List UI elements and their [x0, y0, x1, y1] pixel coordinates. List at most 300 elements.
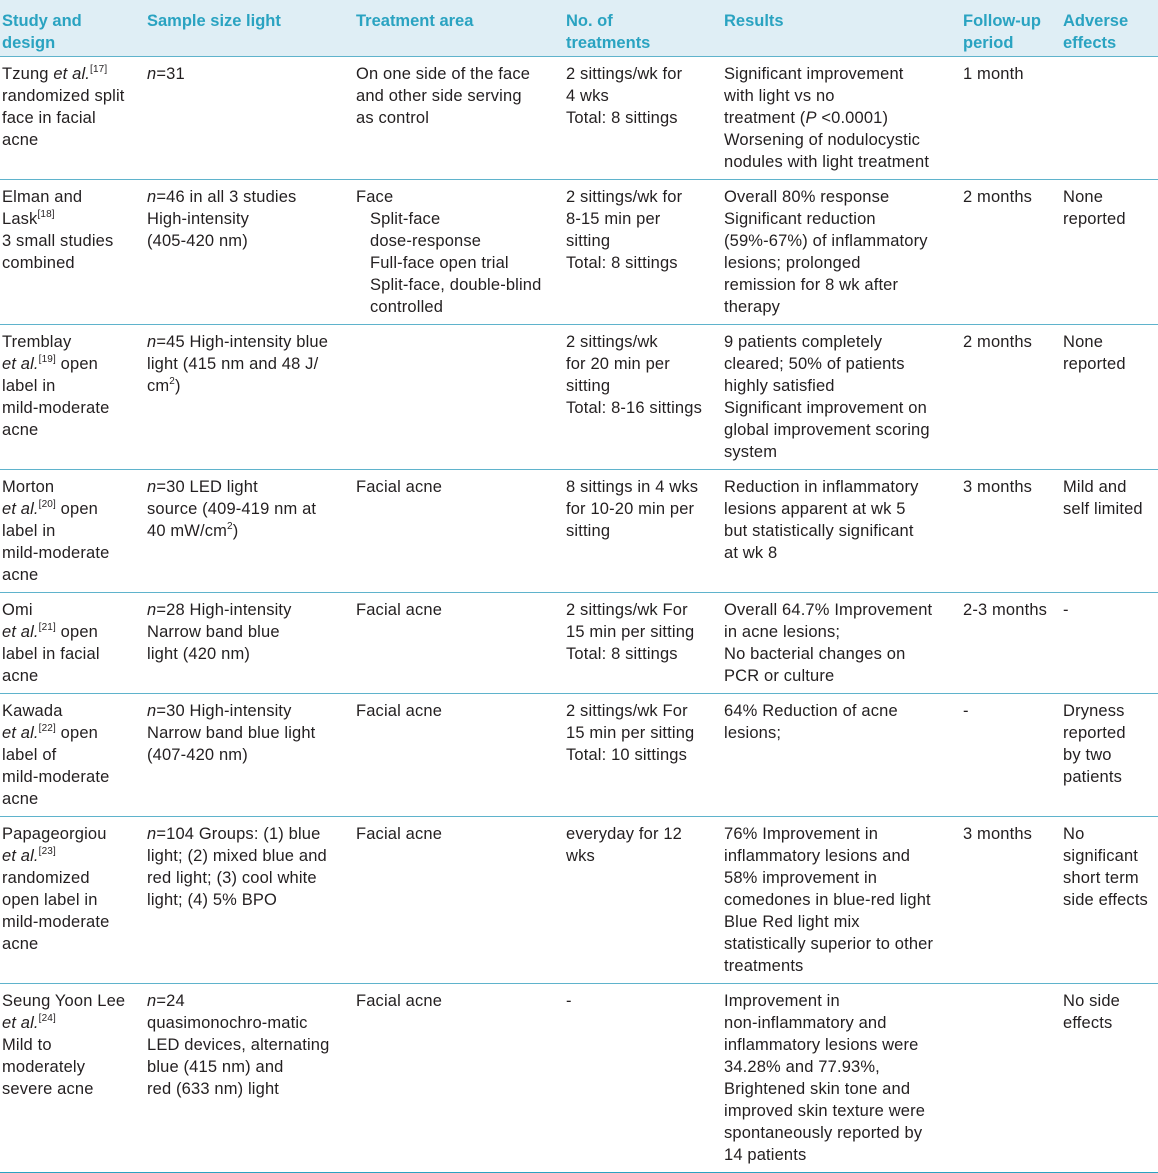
cell-text: Facial acne	[356, 992, 443, 1010]
cell-text: light; (4) 5% BPO	[147, 891, 278, 909]
cell-results	[722, 984, 961, 1173]
cell-text: Tremblay	[2, 333, 72, 351]
cell-text: Significant improvement on	[724, 399, 927, 417]
cell-text: and other side serving	[356, 87, 522, 105]
cell-line	[356, 208, 562, 230]
cell-line	[147, 643, 352, 665]
cell-text: Split-face	[370, 210, 441, 228]
cell-text: 3 small studies	[2, 232, 114, 250]
cell-line	[147, 823, 352, 845]
cell-text: combined	[2, 254, 75, 272]
cell-text: quasimonochro-matic	[147, 1014, 308, 1032]
cell-text: PCR or culture	[724, 667, 835, 685]
table-row	[0, 470, 1158, 593]
cell-line	[356, 274, 562, 296]
cell-sample	[145, 325, 354, 470]
cell-line	[2, 933, 143, 955]
cell-line	[566, 63, 720, 85]
cell-text: Full-face open trial	[370, 254, 509, 272]
cell-line	[2, 990, 143, 1012]
cell-line	[724, 331, 959, 353]
cell-line	[2, 476, 143, 498]
cell-text: Mild to	[2, 1036, 52, 1054]
cell-line	[724, 722, 959, 744]
cell-line	[356, 823, 562, 845]
cell-text: highly satisfied	[724, 377, 835, 395]
cell-sample	[145, 817, 354, 984]
cell-line	[724, 63, 959, 85]
cell-line	[1063, 700, 1156, 722]
superscript: [19]	[38, 353, 56, 365]
cell-text: Split-face, double-blind	[370, 276, 542, 294]
cell-text: -	[1063, 601, 1069, 619]
cell-line	[2, 252, 143, 274]
superscript: [18]	[37, 208, 55, 220]
cell-line	[724, 599, 959, 621]
cell-line	[724, 274, 959, 296]
cell-text: for 10-20 min per	[566, 500, 695, 518]
cell-text: light (415 nm and 48 J/	[147, 355, 319, 373]
cell-text: 3 months	[963, 478, 1033, 496]
cell-line	[147, 498, 352, 520]
cell-line	[724, 621, 959, 643]
cell-line	[724, 1056, 959, 1078]
table-row	[0, 593, 1158, 694]
cell-line	[1063, 186, 1156, 208]
table-row	[0, 180, 1158, 325]
cell-followup	[961, 694, 1061, 817]
cell-line	[724, 230, 959, 252]
cell-text: Elman and	[2, 188, 83, 206]
cell-text: significant	[1063, 847, 1139, 865]
cell-text: at wk 8	[724, 544, 778, 562]
cell-adverse	[1061, 325, 1158, 470]
cell-text: Total: 8 sittings	[566, 254, 678, 272]
cell-line	[147, 867, 352, 889]
cell-line	[566, 186, 720, 208]
cell-line	[147, 230, 352, 252]
cell-line	[1063, 744, 1156, 766]
cell-text: acne	[2, 790, 39, 808]
cell-line	[356, 700, 562, 722]
cell-line	[147, 599, 352, 621]
cell-text: 2 sittings/wk For	[566, 702, 688, 720]
cell-study	[0, 984, 145, 1173]
cell-text: reported	[1063, 724, 1126, 742]
cell-line	[566, 823, 720, 845]
cell-line	[147, 1078, 352, 1100]
cell-line	[2, 331, 143, 353]
cell-line	[147, 845, 352, 867]
column-header-sample	[145, 0, 354, 57]
cell-sample	[145, 593, 354, 694]
cell-line	[2, 419, 143, 441]
cell-followup	[961, 817, 1061, 984]
cell-text: non-inflammatory and	[724, 1014, 887, 1032]
cell-text: for 20 min per	[566, 355, 670, 373]
cell-followup	[961, 593, 1061, 694]
table-header	[0, 0, 1158, 57]
cell-text: effects	[1063, 1014, 1113, 1032]
header-text: Results	[724, 12, 784, 30]
column-header-study	[0, 0, 145, 57]
superscript: [22]	[38, 722, 56, 734]
cell-adverse	[1061, 694, 1158, 817]
cell-study	[0, 694, 145, 817]
cell-text: (405-420 nm)	[147, 232, 248, 250]
table-row	[0, 694, 1158, 817]
cell-line	[724, 353, 959, 375]
cell-text: randomized split	[2, 87, 125, 105]
cell-text: inflammatory lesions and	[724, 847, 911, 865]
cell-text: side effects	[1063, 891, 1148, 909]
cell-line	[2, 353, 143, 375]
cell-line	[724, 1012, 959, 1034]
cell-line	[724, 208, 959, 230]
cell-line	[963, 823, 1059, 845]
cell-study	[0, 57, 145, 180]
cell-area	[354, 180, 564, 325]
cell-text: 15 min per sitting	[566, 623, 695, 641]
cell-text: lesions apparent at wk 5	[724, 500, 906, 518]
cell-study	[0, 817, 145, 984]
cell-line	[2, 744, 143, 766]
cell-text: 2 sittings/wk	[566, 333, 658, 351]
cell-line	[963, 599, 1059, 621]
cell-line	[724, 441, 959, 463]
cell-line	[566, 520, 720, 542]
cell-text: randomized	[2, 869, 90, 887]
cell-text: Tzung	[2, 65, 54, 83]
cell-text: 76% Improvement in	[724, 825, 879, 843]
cell-results	[722, 57, 961, 180]
cell-line	[1063, 1012, 1156, 1034]
cell-text: Facial acne	[356, 825, 443, 843]
italic-text: et al.	[2, 1014, 39, 1032]
cell-text: spontaneously reported by	[724, 1124, 923, 1142]
cell-text: sitting	[566, 377, 611, 395]
cell-line	[2, 85, 143, 107]
cell-line	[724, 476, 959, 498]
cell-line	[2, 766, 143, 788]
cell-text: mild-moderate	[2, 544, 110, 562]
cell-line	[566, 700, 720, 722]
cell-line	[2, 700, 143, 722]
cell-line	[724, 397, 959, 419]
cell-line	[566, 599, 720, 621]
cell-text: =45 High-intensity blue	[156, 333, 329, 351]
cell-line	[566, 208, 720, 230]
cell-text: -	[963, 702, 969, 720]
cell-line	[147, 331, 352, 353]
header-text: No. of	[566, 12, 613, 30]
cell-text: Reduction in inflammatory	[724, 478, 919, 496]
cell-line	[724, 107, 959, 129]
cell-text: improved skin texture were	[724, 1102, 926, 1120]
cell-results	[722, 694, 961, 817]
cell-text: (407-420 nm)	[147, 746, 248, 764]
italic-text: et al.	[53, 65, 91, 83]
cell-adverse	[1061, 470, 1158, 593]
cell-text: as control	[356, 109, 430, 127]
cell-line	[566, 476, 720, 498]
italic-text: et al.	[2, 847, 39, 865]
cell-line	[724, 542, 959, 564]
cell-text: remission for 8 wk after	[724, 276, 899, 294]
cell-text: Total: 8-16 sittings	[566, 399, 702, 417]
cell-text: =46 in all 3 studies	[156, 188, 297, 206]
cell-line	[724, 867, 959, 889]
cell-adverse	[1061, 180, 1158, 325]
cell-text: short term	[1063, 869, 1139, 887]
cell-text: label in facial	[2, 645, 100, 663]
cell-treatments	[564, 984, 722, 1173]
cell-text: acne	[2, 131, 39, 149]
cell-text: 9 patients completely	[724, 333, 883, 351]
cell-line	[356, 252, 562, 274]
cell-line	[147, 1056, 352, 1078]
header-text: effects	[1063, 34, 1117, 52]
cell-text: mild-moderate	[2, 768, 110, 786]
cell-text: 4 wks	[566, 87, 609, 105]
cell-text: Blue Red light mix	[724, 913, 860, 931]
cell-line	[1063, 845, 1156, 867]
cell-text: 15 min per sitting	[566, 724, 695, 742]
cell-treatments	[564, 57, 722, 180]
column-header-treatments	[564, 0, 722, 57]
cell-text: Total: 8 sittings	[566, 109, 678, 127]
cell-text: Facial acne	[356, 601, 443, 619]
cell-line	[356, 476, 562, 498]
cell-line	[566, 498, 720, 520]
cell-line	[1063, 208, 1156, 230]
cell-line	[2, 397, 143, 419]
cell-line	[566, 643, 720, 665]
table-row	[0, 984, 1158, 1173]
italic-text: n	[147, 478, 157, 496]
cell-text: therapy	[724, 298, 781, 316]
cell-text: severe acne	[2, 1080, 94, 1098]
cell-line	[147, 353, 352, 375]
cell-text: =104 Groups: (1) blue	[156, 825, 321, 843]
cell-line	[566, 990, 720, 1012]
cell-text: (59%-67%) of inflammatory	[724, 232, 928, 250]
cell-text: Omi	[2, 601, 33, 619]
cell-line	[963, 331, 1059, 353]
cell-text: label of	[2, 746, 57, 764]
cell-text: No side	[1063, 992, 1120, 1010]
cell-area	[354, 593, 564, 694]
header-row	[0, 0, 1158, 57]
cell-text: Worsening of nodulocystic	[724, 131, 921, 149]
cell-line	[566, 331, 720, 353]
cell-text: 3 months	[963, 825, 1033, 843]
italic-text: P	[805, 109, 817, 127]
cell-followup	[961, 984, 1061, 1173]
italic-text: n	[147, 65, 157, 83]
cell-text: None	[1063, 188, 1104, 206]
cell-line	[1063, 722, 1156, 744]
superscript: [21]	[38, 621, 56, 633]
cell-study	[0, 593, 145, 694]
cell-area	[354, 325, 564, 470]
cell-line	[2, 1012, 143, 1034]
cell-text: )	[232, 522, 239, 540]
cell-text: comedones in blue-red light	[724, 891, 931, 909]
cell-sample	[145, 694, 354, 817]
cell-line	[2, 643, 143, 665]
italic-text: n	[147, 825, 157, 843]
cell-text: Facial acne	[356, 478, 443, 496]
cell-text: Narrow band blue light	[147, 724, 316, 742]
cell-line	[2, 1078, 143, 1100]
cell-line	[1063, 498, 1156, 520]
italic-text: n	[147, 188, 157, 206]
cell-text: everyday for 12	[566, 825, 682, 843]
cell-sample	[145, 984, 354, 1173]
header-text: Follow-up	[963, 12, 1041, 30]
cell-results	[722, 817, 961, 984]
cell-text: =28 High-intensity	[156, 601, 292, 619]
cell-text: open	[55, 355, 98, 373]
cell-line	[2, 722, 143, 744]
cell-line	[724, 1100, 959, 1122]
cell-line	[566, 375, 720, 397]
cell-text: label in	[2, 377, 56, 395]
cell-text: Kawada	[2, 702, 63, 720]
italic-text: et al.	[2, 623, 39, 641]
cell-text: 1 month	[963, 65, 1024, 83]
cell-text: LED devices, alternating	[147, 1036, 330, 1054]
cell-results	[722, 325, 961, 470]
cell-line	[1063, 990, 1156, 1012]
cell-text: Morton	[2, 478, 55, 496]
header-text: treatments	[566, 34, 651, 52]
cell-text: acne	[2, 667, 39, 685]
cell-adverse	[1061, 817, 1158, 984]
cell-line	[724, 911, 959, 933]
italic-text: et al.	[2, 500, 39, 518]
cell-line	[356, 230, 562, 252]
cell-line	[147, 186, 352, 208]
cell-text: 64% Reduction of acne	[724, 702, 898, 720]
cell-text: controlled	[370, 298, 444, 316]
italic-text: n	[147, 601, 157, 619]
cell-text: Significant improvement	[724, 65, 904, 83]
cell-line	[963, 63, 1059, 85]
cell-text: cm	[147, 377, 170, 395]
cell-text: patients	[1063, 768, 1122, 786]
cell-text: No bacterial changes on	[724, 645, 906, 663]
header-text: Adverse	[1063, 12, 1129, 30]
cell-line	[566, 397, 720, 419]
column-header-results	[722, 0, 961, 57]
cell-text: moderately	[2, 1058, 86, 1076]
cell-text: reported	[1063, 210, 1126, 228]
cell-line	[2, 129, 143, 151]
cell-text: reported	[1063, 355, 1126, 373]
cell-line	[2, 208, 143, 230]
cell-text: system	[724, 443, 778, 461]
cell-text: <0.0001)	[816, 109, 889, 127]
cell-line	[724, 129, 959, 151]
cell-line	[1063, 331, 1156, 353]
cell-study	[0, 180, 145, 325]
cell-line	[724, 498, 959, 520]
cell-text: self limited	[1063, 500, 1143, 518]
italic-text: n	[147, 702, 157, 720]
cell-text: 2 months	[963, 188, 1033, 206]
cell-line	[1063, 889, 1156, 911]
cell-line	[1063, 353, 1156, 375]
cell-line	[724, 823, 959, 845]
cell-text: =30 LED light	[156, 478, 258, 496]
cell-line	[356, 990, 562, 1012]
cell-line	[724, 665, 959, 687]
cell-text: statistically superior to other	[724, 935, 934, 953]
cell-text: light; (2) mixed blue and	[147, 847, 327, 865]
cell-text: treatments	[724, 957, 804, 975]
cell-line	[566, 722, 720, 744]
cell-sample	[145, 57, 354, 180]
cell-line	[724, 845, 959, 867]
cell-text: Overall 64.7% Improvement	[724, 601, 933, 619]
italic-text: et al.	[2, 355, 39, 373]
cell-text: open	[55, 500, 98, 518]
cell-line	[2, 375, 143, 397]
cell-text: source (409-419 nm at	[147, 500, 317, 518]
cell-study	[0, 325, 145, 470]
cell-line	[2, 63, 143, 85]
cell-text: High-intensity	[147, 210, 250, 228]
cell-line	[2, 230, 143, 252]
cell-line	[566, 230, 720, 252]
cell-text: cleared; 50% of patients	[724, 355, 905, 373]
cell-text: lesions;	[724, 724, 782, 742]
cell-text: treatment (	[724, 109, 806, 127]
cell-text: Papageorgiou	[2, 825, 107, 843]
cell-line	[724, 889, 959, 911]
superscript: [17]	[90, 63, 108, 75]
superscript: [24]	[38, 1012, 56, 1024]
cell-text: 34.28% and 77.93%,	[724, 1058, 880, 1076]
header-text: Study and	[2, 12, 82, 30]
cell-text: 2 sittings/wk for	[566, 65, 683, 83]
cell-treatments	[564, 817, 722, 984]
cell-line	[2, 889, 143, 911]
cell-results	[722, 180, 961, 325]
cell-line	[724, 151, 959, 173]
cell-text: 8 sittings in 4 wks	[566, 478, 699, 496]
cell-text: in acne lesions;	[724, 623, 841, 641]
cell-line	[356, 85, 562, 107]
header-text: design	[2, 34, 56, 52]
cell-text: open label in	[2, 891, 98, 909]
cell-line	[963, 700, 1059, 722]
cell-line	[724, 1144, 959, 1166]
cell-line	[724, 1034, 959, 1056]
cell-area	[354, 57, 564, 180]
cell-text: lesions; prolonged	[724, 254, 861, 272]
cell-line	[566, 845, 720, 867]
cell-treatments	[564, 470, 722, 593]
superscript: [23]	[38, 845, 56, 857]
cell-adverse	[1061, 57, 1158, 180]
cell-line	[724, 955, 959, 977]
cell-text: On one side of the face	[356, 65, 531, 83]
cell-text: open	[55, 724, 98, 742]
header-text: period	[963, 34, 1014, 52]
